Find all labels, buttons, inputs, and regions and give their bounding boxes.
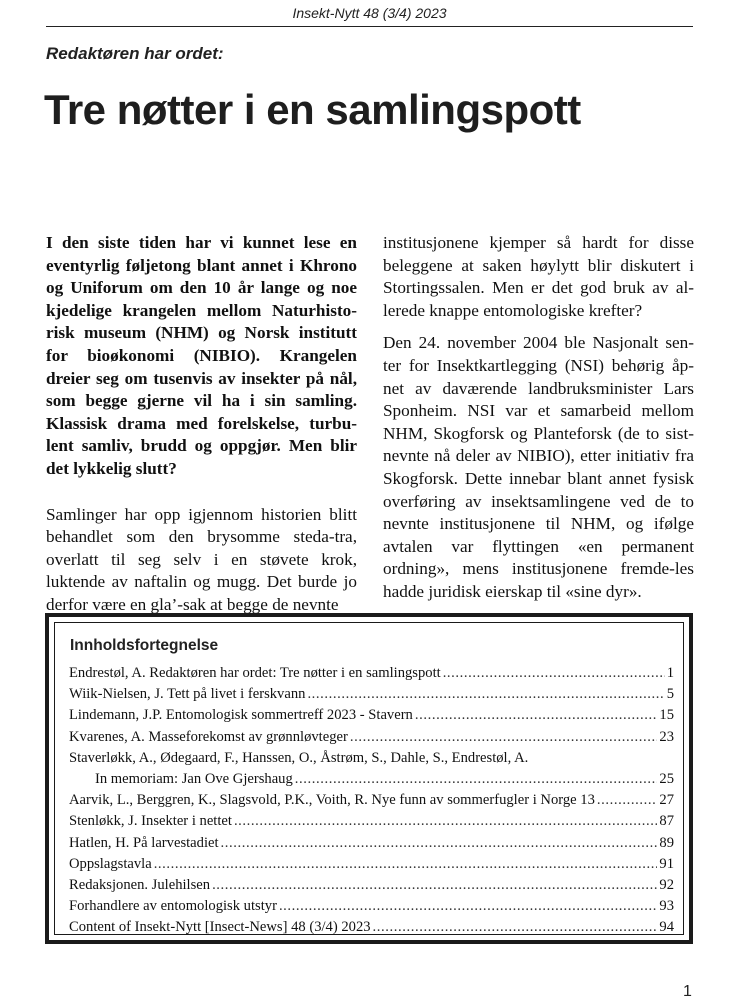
toc-entry-authors[interactable]: [69, 748, 674, 769]
body-line: ifølge avtalen var flyttingen «en permanent: [383, 514, 694, 556]
toc-leader-dots: [443, 663, 665, 684]
toc-page-number: 89: [659, 834, 674, 851]
toc-leader-dots: [295, 769, 658, 790]
body-line: derfor være en gla’-sak at begge de nevnte: [46, 594, 339, 614]
toc-leader-dots: [154, 854, 658, 875]
toc-entry[interactable]: [69, 790, 674, 811]
toc-inner-border: [54, 622, 684, 935]
running-title: Insekt-Nytt 48 (3/4) 2023: [292, 5, 447, 21]
toc-page-number: 15: [659, 707, 674, 724]
body-line: beleggene at saken høylytt blir diskutert i: [383, 255, 694, 275]
lead-line: dreier seg om tusenvis av insekter på nål,: [46, 368, 357, 388]
toc-page-number: 91: [659, 855, 674, 872]
lead-paragraph: [46, 232, 357, 481]
toc-entry[interactable]: [69, 854, 674, 875]
toc-page-number: 1: [666, 665, 674, 681]
lead-line: I den siste tiden har vi kunnet lese en: [46, 233, 357, 252]
toc-leader-dots: [221, 833, 658, 854]
column-kicker: Redaktøren har ordet:: [46, 44, 224, 63]
toc-heading: Innholdsfortegnelse: [70, 637, 219, 654]
body-line: blitt behandlet som den brysomme steda-: [46, 504, 357, 547]
lead-line: for bioøkonomi (NIBIO). Krangelen: [46, 345, 357, 365]
lead-line: som begge gjerne vil ha i sin samling.: [46, 391, 357, 411]
toc-leader-dots: [212, 875, 657, 896]
article-title: Tre nøtter i en samlingspott: [44, 86, 581, 133]
table-of-contents: [45, 613, 693, 944]
body-line: Stortingssalen. Men er det god bruk av al-: [383, 278, 694, 298]
toc-page-number: 23: [659, 728, 674, 745]
toc-entry-text: Aarvik, L., Berggren, K., Slagsvold, P.K., Voith, R. Nye funn av sommerfugler i Norge 13: [69, 792, 595, 809]
toc-entry[interactable]: [69, 811, 674, 832]
toc-entry-text: Staverløkk, A., Ødegaard, F., Hanssen, O., Åstrøm, S., Dahle, S., Endrestøl, A.: [69, 749, 529, 766]
body-line: de to nevnte institusjonene til NHM, og: [383, 491, 694, 534]
toc-entry[interactable]: [69, 875, 674, 896]
toc-entry-text: Redaksjonen. Julehilsen: [69, 876, 211, 893]
toc-entry[interactable]: [69, 917, 674, 938]
body-line: institusjonene kjemper så hardt for disse: [383, 233, 694, 252]
left-column: [46, 232, 357, 617]
toc-entry[interactable]: [69, 727, 674, 748]
lead-line: Klassisk drama med forelskelse, turbu-: [46, 413, 357, 433]
toc-list: [69, 663, 674, 938]
toc-entry[interactable]: [69, 769, 674, 790]
toc-entry[interactable]: [69, 896, 674, 917]
toc-leader-dots: [234, 811, 657, 832]
body-paragraph: [46, 504, 357, 617]
toc-page-number: 27: [659, 792, 674, 809]
toc-entry-text: In memoriam: Jan Ove Gjershaug: [95, 770, 293, 787]
body-line: nevnte nå deler av NIBIO), etter initiativ: [383, 446, 675, 466]
toc-entry[interactable]: [69, 684, 674, 705]
body-line: fra Skogforsk. Dette innebar blant annet: [383, 446, 694, 488]
toc-entry-text: Hatlen, H. På larvestadiet: [69, 834, 219, 851]
lead-line: og Uniforum om den 10 år lange og noe: [46, 278, 357, 298]
toc-entry-text: Lindemann, J.P. Entomologisk sommertreff 2023 - Stavern: [69, 707, 413, 724]
toc-page-number: 92: [659, 876, 674, 893]
toc-entry[interactable]: [69, 705, 674, 726]
toc-page-number: 25: [659, 770, 674, 787]
body-line: Den 24. november 2004 ble Nasjonalt sen-: [383, 333, 694, 353]
toc-leader-dots: [415, 705, 658, 726]
lead-line: kjedelige krangelen mellom Naturhisto-: [46, 300, 357, 320]
body-line: les hadde juridisk eierskap til «sine dyr».: [383, 559, 694, 601]
body-paragraph: [383, 332, 694, 603]
toc-leader-dots: [350, 727, 658, 748]
lead-line: lent samliv, brudd og oppgjør. Men blir: [46, 436, 357, 456]
right-column: [383, 232, 694, 604]
toc-leader-dots: [373, 917, 658, 938]
page-number: 1: [683, 983, 692, 1000]
body-line: net av daværende landbruksminister Lars: [383, 378, 694, 398]
toc-leader-dots: [279, 896, 657, 917]
body-line: NHM, Skogforsk og Planteforsk (de to sist-: [383, 423, 694, 443]
body-line: luktende av naftalin og mugg. Det burde jo: [46, 572, 357, 592]
toc-entry[interactable]: [69, 833, 674, 854]
toc-page-number: 87: [659, 813, 674, 830]
toc-entry[interactable]: [69, 663, 674, 684]
toc-entry-text: Stenløkk, J. Insekter i nettet: [69, 813, 232, 830]
toc-entry-text: Content of Insekt-Nytt [Insect-News] 48 (3/4) 2023: [69, 919, 371, 936]
toc-entry-text: Forhandlere av entomologisk utstyr: [69, 898, 277, 915]
body-line: tra, overlatt til seg selv i en støvete krok,: [46, 527, 357, 569]
body-line: ter for Insektkartlegging (NSI) behørig åp-: [383, 355, 694, 375]
toc-entry-text: Oppslagstavla: [69, 855, 152, 872]
body-paragraph: [383, 232, 694, 322]
toc-page-number: 94: [659, 919, 674, 936]
lead-line: eventyrlig føljetong blant annet i Khrono: [46, 255, 357, 275]
toc-page-number: 93: [659, 898, 674, 915]
toc-leader-dots: [307, 684, 664, 705]
lead-line: risk museum (NHM) og Norsk institutt: [46, 323, 357, 343]
toc-entry-text: Kvarenes, A. Masseforekomst av grønnløvteger: [69, 728, 348, 745]
lead-line: det lykkelig slutt?: [46, 458, 177, 478]
body-line: Sponheim. NSI var et samarbeid mellom: [383, 401, 694, 421]
body-line: lerede knappe entomologiske krefter?: [383, 300, 643, 320]
toc-entry-text: Wiik-Nielsen, J. Tett på livet i ferskvann: [69, 686, 306, 703]
running-header: [46, 2, 693, 27]
body-line: fysisk overføring av insektsamlingene ved: [383, 468, 694, 511]
toc-leader-dots: [597, 790, 658, 811]
body-line: ordning», mens institusjonene fremde-: [383, 559, 675, 579]
toc-page-number: 5: [666, 686, 674, 703]
body-line: Samlinger har opp igjennom historien: [46, 504, 330, 524]
toc-entry-text: Endrestøl, A. Redaktøren har ordet: Tre nøtter i en samlingspott: [69, 665, 441, 681]
